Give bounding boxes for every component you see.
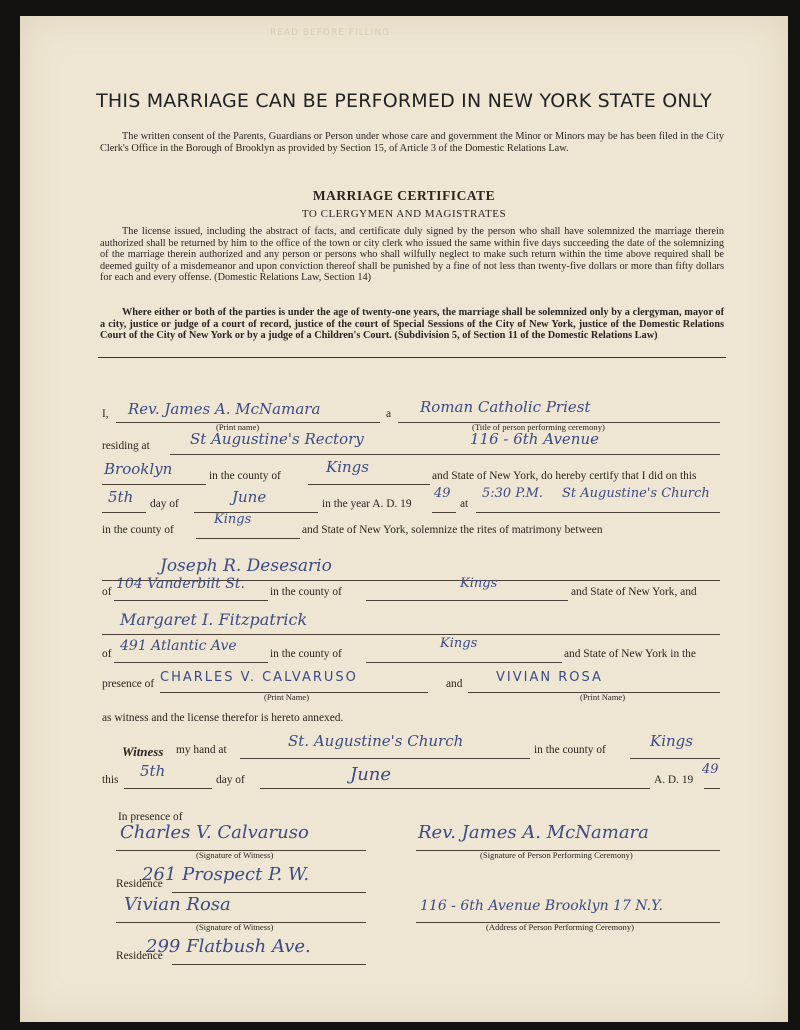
caption-title-of-person: (Title of person performing ceremony) <box>472 422 605 432</box>
label-state-certify: and State of New York, do hereby certify that I did on this <box>432 470 697 482</box>
label-i: I, <box>102 408 109 420</box>
label-ad-19: A. D. 19 <box>654 774 694 786</box>
line-bride-address <box>114 662 268 663</box>
place-value: St Augustine's Church <box>562 486 710 501</box>
line-hand-at <box>240 758 530 759</box>
line-groom-address <box>114 600 268 601</box>
label-residence-2: Residence <box>116 950 163 962</box>
hand-at-value: St. Augustine's Church <box>288 732 464 750</box>
certificate-heading: MARRIAGE CERTIFICATE <box>312 188 496 203</box>
label-this: this <box>102 774 119 786</box>
certificate-subheading: TO CLERGYMEN AND MAGISTRATES <box>301 208 507 220</box>
line-county <box>308 484 430 485</box>
residence-value: St Augustine's Rectory <box>190 430 364 448</box>
this-month-value: June <box>350 764 392 785</box>
label-in-presence-of: In presence of <box>118 811 183 823</box>
witness-1-residence-value: 261 Prospect P. W. <box>142 864 310 885</box>
witness-1-signature-value: Charles V. Calvaruso <box>120 822 309 843</box>
month-value: June <box>232 488 267 506</box>
hand-county-value: Kings <box>650 732 693 750</box>
label-witness-license: as witness and the license therefor is hereto annexed. <box>102 712 344 724</box>
officiant-title-value: Roman Catholic Priest <box>420 398 591 416</box>
bride-name-value: Margaret I. Fitzpatrick <box>120 610 308 629</box>
document-title: THIS MARRIAGE CAN BE PERFORMED IN NEW YORK STATE ONLY <box>96 90 712 112</box>
section-divider <box>98 357 726 358</box>
line-bride-county <box>366 662 562 663</box>
line-city <box>102 484 206 485</box>
line-day <box>102 512 146 513</box>
day-value: 5th <box>108 488 134 506</box>
groom-address-value: 104 Vanderbilt St. <box>116 576 245 592</box>
groom-county-value: Kings <box>460 576 498 591</box>
marriage-certificate-page <box>20 16 788 1022</box>
witness-2-residence-value: 299 Flatbush Ave. <box>146 936 311 957</box>
residence-street-value: 116 - 6th Avenue <box>470 430 600 448</box>
label-residence: Residence <box>116 878 163 890</box>
county-value: Kings <box>326 458 369 476</box>
bride-county-value: Kings <box>440 636 478 651</box>
witness-1-value: CHARLES V. CALVARUSO <box>160 670 358 685</box>
label-my-hand-at: my hand at <box>176 744 227 756</box>
line-groom-county <box>366 600 568 601</box>
city-value: Brooklyn <box>104 460 173 478</box>
label-state-and: and State of New York, and <box>571 586 697 598</box>
label-in-county-of-2: in the county of <box>102 524 174 536</box>
caption-sig-witness-2: (Signature of Witness) <box>196 922 274 932</box>
line-witness-1-residence <box>172 892 366 893</box>
witness-2-signature-value: Vivian Rosa <box>124 894 231 915</box>
this-year-value: 49 <box>702 762 719 777</box>
label-day-of: day of <box>150 498 179 510</box>
caption-sig-witness: (Signature of Witness) <box>196 850 274 860</box>
performer-address-value: 116 - 6th Avenue Brooklyn 17 N.Y. <box>420 898 663 914</box>
label-state-solemnize: and State of New York, solemnize the rites of matrimony between <box>302 524 603 536</box>
line-this-day <box>124 788 212 789</box>
year-value: 49 <box>434 486 451 501</box>
label-witness: Witness <box>122 744 164 759</box>
line-this-year <box>704 788 720 789</box>
officiant-name-value: Rev. James A. McNamara <box>128 400 321 418</box>
label-year-ad: in the year A. D. 19 <box>322 498 412 510</box>
county-2-value: Kings <box>214 512 252 527</box>
label-state-in-the: and State of New York in the <box>564 648 696 660</box>
label-in-county-of-3: in the county of <box>270 586 342 598</box>
groom-name-value: Joseph R. Desesario <box>160 556 332 576</box>
label-at: at <box>460 498 469 510</box>
label-and: and <box>446 678 463 690</box>
line-this-month <box>260 788 650 789</box>
line-year <box>432 512 456 513</box>
label-of-2: of <box>102 648 112 660</box>
line-residence <box>170 454 720 455</box>
time-value: 5:30 P.M. <box>482 486 544 501</box>
line-time-place <box>476 512 720 513</box>
line-month <box>194 512 318 513</box>
label-of: of <box>102 586 112 598</box>
caption-print-name-3: (Print Name) <box>580 692 626 702</box>
witness-2-value: VIVIAN ROSA <box>496 670 603 685</box>
license-paragraph: The license issued, including the abstract of facts, and certificate duly signed by the person who shall have solemnized the marriage therein authorized shall be returned by him to the office of the town or city clerk who issued the same within five days succeeding the date of the solemnizing of the marriage therein authorized and any person or persons who shall wilfully neglect to make such return within the time above required shall be deemed guilty of a misdemeanor and upon conviction thereof shall be punished by a fine of not less than twenty-five dollars or more than fifty dollars for each and every offense. (Domestic Relations Law, Section 14) <box>100 226 724 284</box>
line-hand-county <box>630 758 720 759</box>
label-a: a <box>386 408 392 420</box>
label-in-county-of-4: in the county of <box>270 648 342 660</box>
line-bride-name <box>102 634 720 635</box>
consent-paragraph: The written consent of the Parents, Guardians or Person under whose care and government the Minor or Minors may be has been filed in the City Clerk's Office in the Borough of Brooklyn as provided by Section 15, of Article 3 of the Domestic Relations Law. <box>100 131 724 154</box>
caption-sig-performer: (Signature of Person Performing Ceremony) <box>480 850 633 860</box>
this-day-value: 5th <box>140 762 166 780</box>
bleed-through-text: READ BEFORE FILLING <box>270 28 391 38</box>
caption-print-name-2: (Print Name) <box>264 692 310 702</box>
label-presence-of: presence of <box>102 678 155 690</box>
bride-address-value: 491 Atlantic Ave <box>120 638 237 654</box>
line-witness-2-residence <box>172 964 366 965</box>
caption-print-name: (Print name) <box>216 422 260 432</box>
label-day-of-2: day of <box>216 774 245 786</box>
label-in-county-of-5: in the county of <box>534 744 606 756</box>
age-paragraph: Where either or both of the parties is under the age of twenty-one years, the marriage shall be solemnized only by a clergyman, mayor of a city, justice or judge of a court of record, justice of the court of Special Sessions of the City of New York, justice of the Domestic Relations Court of the City of New York or by a judge of a Children's Court. (Subdivision 5, of Section 11 of the Domestic Relations Law) <box>100 307 724 342</box>
label-in-county-of: in the county of <box>209 470 281 482</box>
caption-address-performer: (Address of Person Performing Ceremony) <box>486 922 634 932</box>
label-residing-at: residing at <box>102 440 150 452</box>
performer-signature-value: Rev. James A. McNamara <box>418 822 649 843</box>
line-county-2 <box>196 538 300 539</box>
